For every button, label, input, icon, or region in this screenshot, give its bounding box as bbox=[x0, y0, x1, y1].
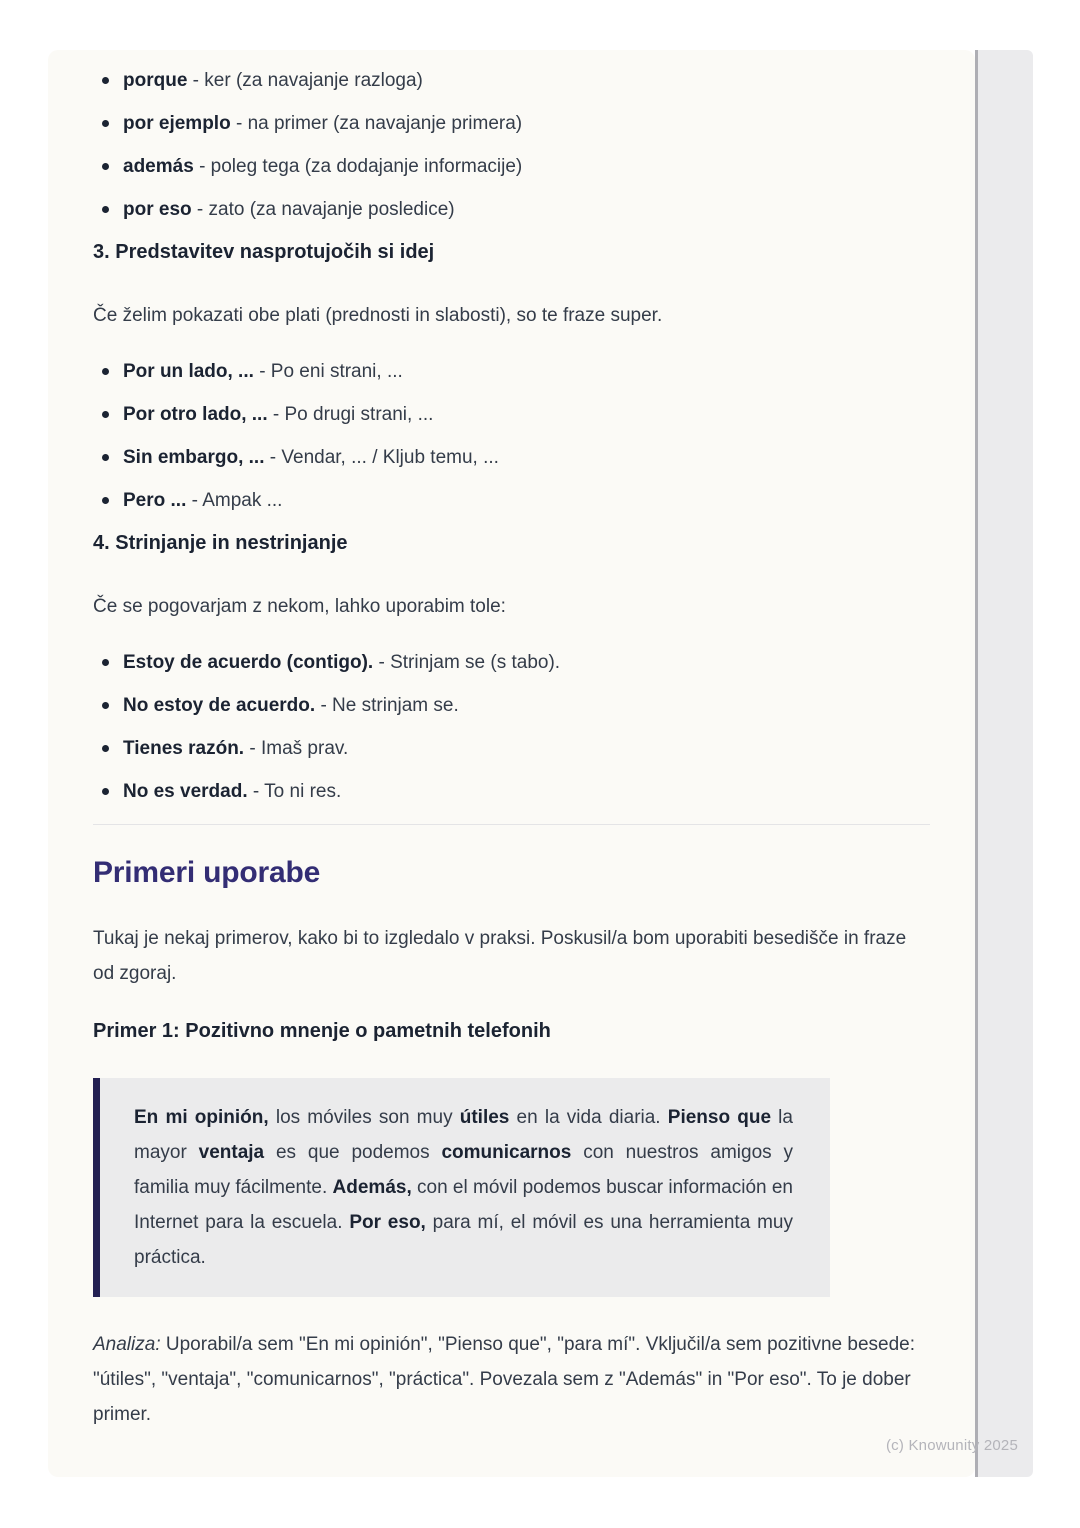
vocab-translation: - ker (za navajanje razloga) bbox=[192, 70, 423, 91]
vocab-term: No es verdad. bbox=[123, 781, 248, 802]
vocab-translation: - Ampak ... bbox=[191, 490, 283, 511]
section-divider bbox=[93, 824, 930, 825]
vocab-term: Pero ... bbox=[123, 490, 187, 511]
section-4-intro: Če se pogovarjam z nekom, lahko uporabim tole: bbox=[93, 596, 506, 617]
example-quote-block bbox=[93, 1078, 830, 1297]
vocab-term: Por otro lado, ... bbox=[123, 404, 268, 425]
agreement-phrases-list bbox=[93, 652, 930, 802]
list-item bbox=[93, 447, 930, 468]
vocab-translation: - Po drugi strani, ... bbox=[272, 404, 434, 425]
list-item bbox=[93, 781, 930, 802]
analysis-paragraph bbox=[93, 1327, 930, 1432]
analysis-text: Uporabil/a sem "En mi opinión", "Pienso que", "para mí". Vključil/a sem pozitivne besede: "útiles", "ventaja", "comunicarnos", "práctica". Povezala sem z "Además" in "Por eso". To je dober primer. bbox=[93, 1334, 915, 1425]
list-item bbox=[93, 113, 930, 134]
vocab-term: por ejemplo bbox=[123, 113, 231, 134]
vocab-translation: - na primer (za navajanje primera) bbox=[235, 113, 523, 134]
vocab-term: Sin embargo, ... bbox=[123, 447, 265, 468]
vocab-translation: - Po eni strani, ... bbox=[259, 361, 403, 382]
list-item bbox=[93, 404, 930, 425]
vocab-translation: - zato (za navajanje posledice) bbox=[196, 199, 455, 220]
vocab-term: Por un lado, ... bbox=[123, 361, 254, 382]
examples-intro: Tukaj je nekaj primerov, kako bi to izgledalo v praksi. Poskusil/a bom uporabiti besedišče in fraze od zgoraj. bbox=[93, 928, 907, 984]
list-item bbox=[93, 156, 930, 177]
list-item bbox=[93, 199, 930, 220]
vocab-translation: - Strinjam se (s tabo). bbox=[378, 652, 561, 673]
example-quote-text: En mi opinión, los móviles son muy útiles en la vida diaria. Pienso que la mayor ventaja es que podemos comunicarnos con nuestros amigos y familia muy fácilmente. Además, con el móvil podemos buscar información en Internet para la escuela. Por eso, para mí, el móvil es una herramienta muy práctica. bbox=[134, 1107, 794, 1268]
vocab-term: Tienes razón. bbox=[123, 738, 245, 759]
list-item bbox=[93, 738, 930, 759]
vocab-term: por eso bbox=[123, 199, 192, 220]
vocab-term: Estoy de acuerdo (contigo). bbox=[123, 652, 374, 673]
list-item bbox=[93, 490, 930, 511]
vocab-translation: - poleg tega (za dodajanje informacije) bbox=[199, 156, 523, 177]
list-item bbox=[93, 695, 930, 716]
list-item bbox=[93, 361, 930, 382]
list-item bbox=[93, 652, 930, 673]
vocab-translation: - Imaš prav. bbox=[249, 738, 349, 759]
adjacent-page-edge[interactable] bbox=[975, 50, 1033, 1477]
vocab-term: No estoy de acuerdo. bbox=[123, 695, 316, 716]
analysis-label: Analiza: bbox=[93, 1334, 161, 1355]
list-item bbox=[93, 70, 930, 91]
vocab-translation: - To ni res. bbox=[252, 781, 342, 802]
contrast-phrases-list bbox=[93, 361, 930, 511]
vocab-term: porque bbox=[123, 70, 188, 91]
vocab-translation: - Vendar, ... / Kljub temu, ... bbox=[269, 447, 499, 468]
section-3-heading: 3. Predstavitev nasprotujočih si idej bbox=[93, 241, 435, 263]
vocab-term: además bbox=[123, 156, 194, 177]
connector-vocab-list bbox=[93, 70, 930, 220]
section-3-intro: Če želim pokazati obe plati (prednosti in slabosti), so te fraze super. bbox=[93, 305, 663, 326]
example-1-heading: Primer 1: Pozitivno mnenje o pametnih telefonih bbox=[93, 1020, 551, 1042]
document-page bbox=[48, 50, 975, 1477]
vocab-translation: - Ne strinjam se. bbox=[320, 695, 459, 716]
copyright-watermark: (c) Knowunity 2025 bbox=[885, 1437, 1018, 1454]
page-title: Primeri uporabe bbox=[93, 856, 321, 889]
section-4-heading: 4. Strinjanje in nestrinjanje bbox=[93, 532, 348, 554]
